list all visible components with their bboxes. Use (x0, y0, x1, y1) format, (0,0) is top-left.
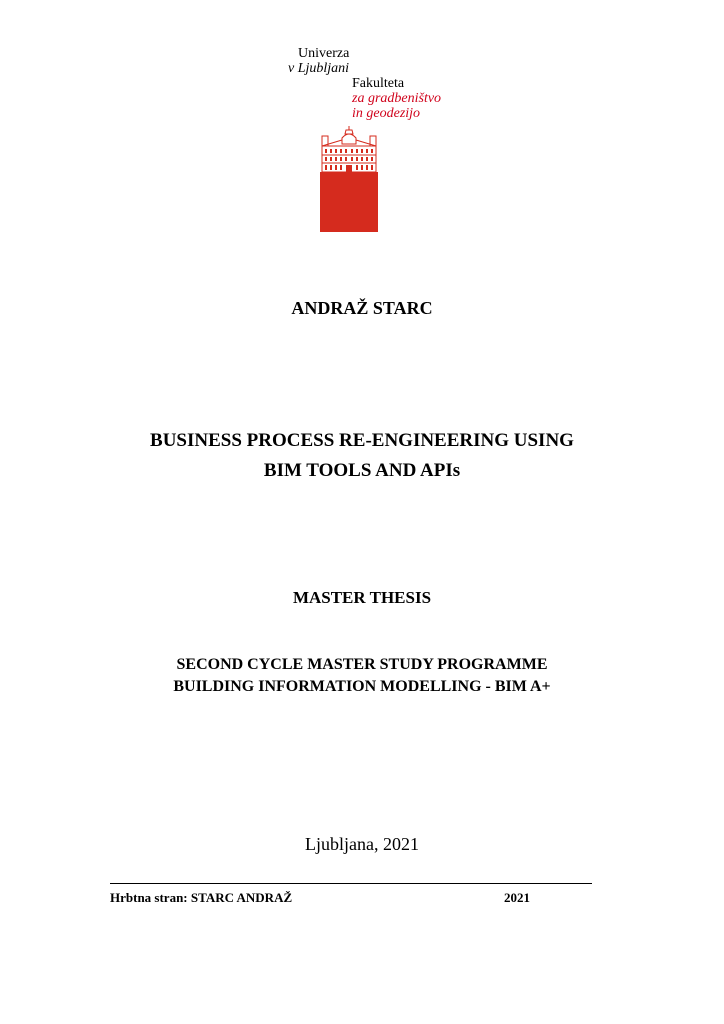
faculty-name-line1: Fakulteta (352, 76, 405, 91)
study-programme (0, 654, 724, 698)
university-name-line1: Univerza (298, 46, 350, 61)
study-programme-line2: BUILDING INFORMATION MODELLING - BIM A+ (173, 678, 551, 695)
spine-divider (110, 883, 592, 884)
study-programme-line1: SECOND CYCLE MASTER STUDY PROGRAMME (176, 656, 548, 673)
thesis-title-line1: BUSINESS PROCESS RE-ENGINEERING USING (150, 430, 574, 451)
faculty-name-line2: za gradbeništvo (352, 91, 442, 106)
faculty-logo (288, 44, 468, 234)
place-and-year: Ljubljana, 2021 (305, 834, 419, 854)
author-name: ANDRAŽ STARC (291, 298, 433, 318)
document-type: MASTER THESIS (292, 588, 432, 607)
thesis-title-line2: BIM TOOLS AND APIs (263, 460, 461, 481)
spine-label: Hrbtna stran: STARC ANDRAŽ (110, 890, 293, 905)
university-name-line2: v Ljubljani (288, 61, 350, 76)
spine-year: 2021 (504, 890, 530, 905)
faculty-name-line3: in geodezijo (352, 106, 421, 121)
building-emblem-icon (320, 124, 378, 232)
thesis-title (0, 426, 724, 486)
